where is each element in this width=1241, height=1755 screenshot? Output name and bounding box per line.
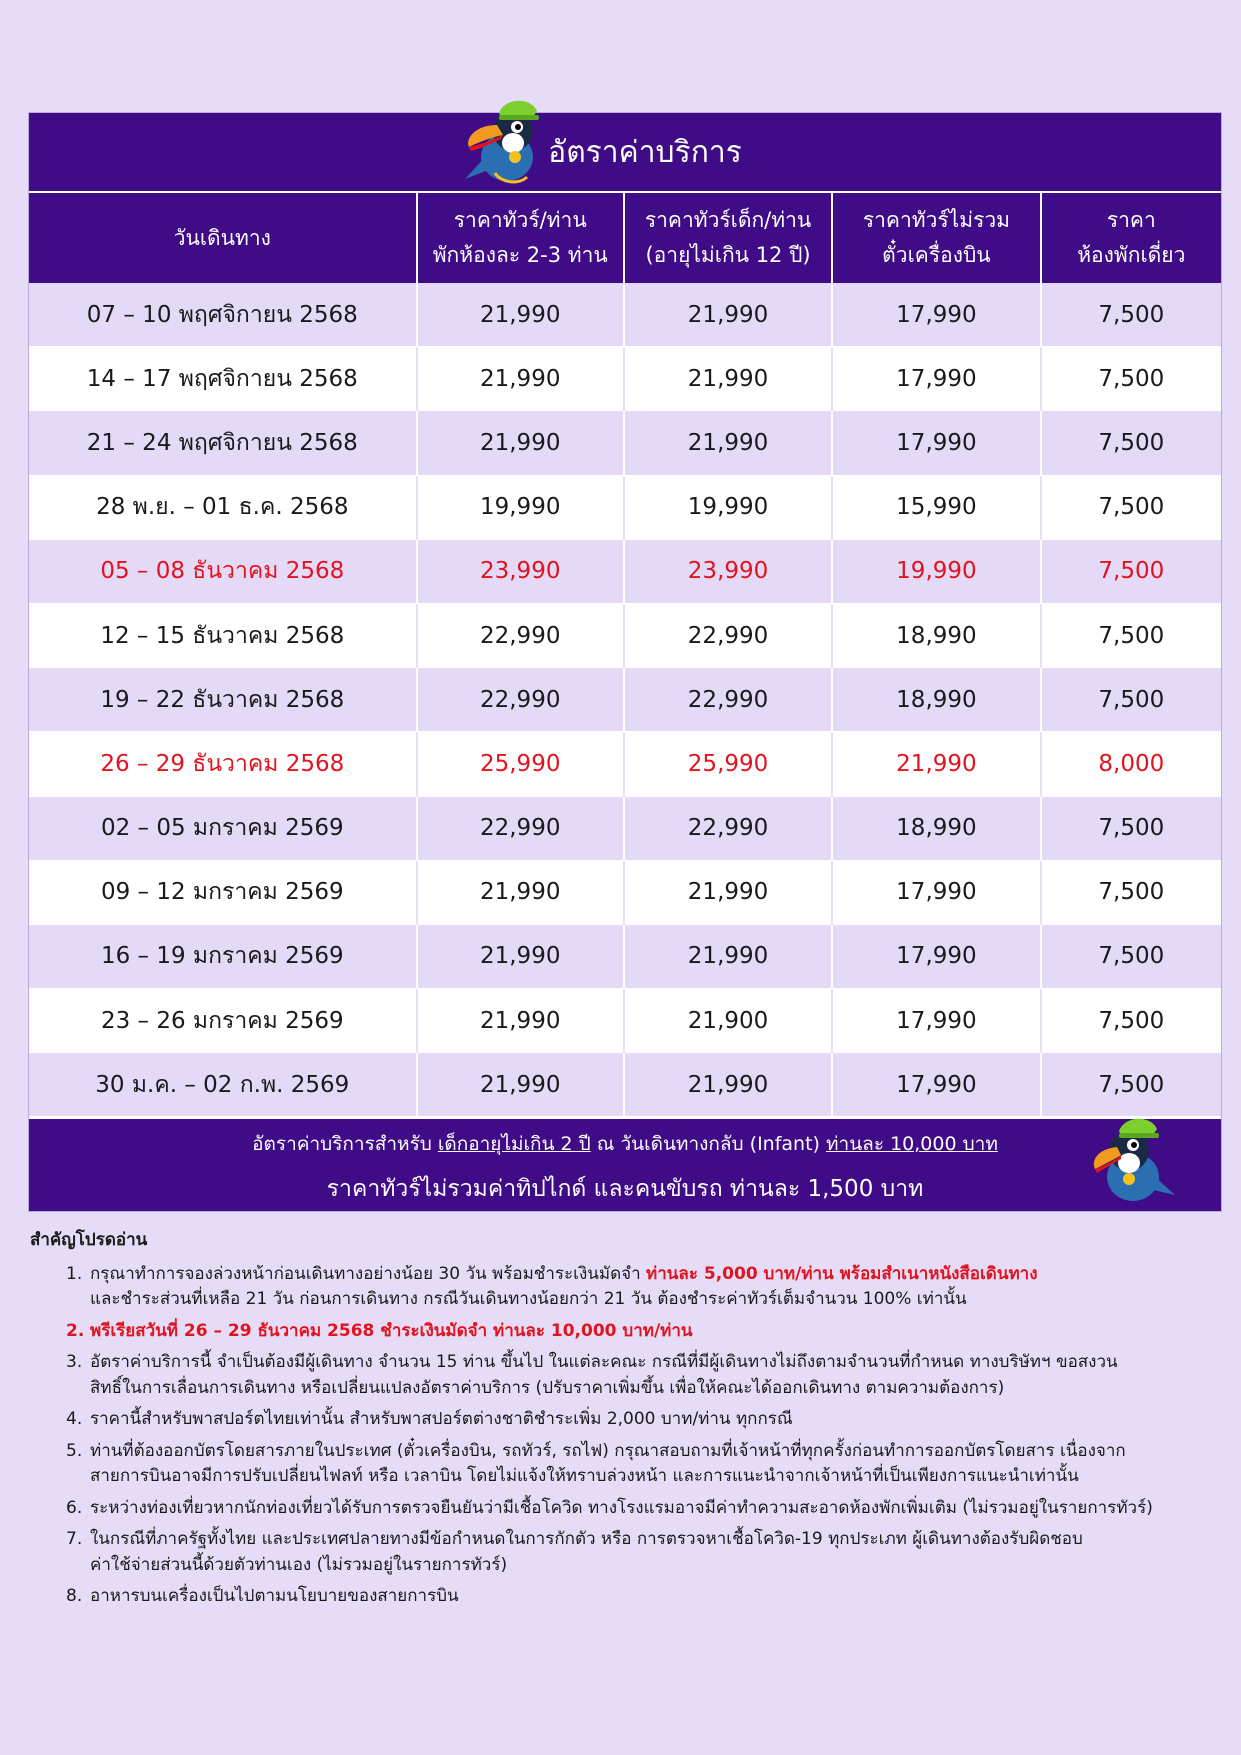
single-room-cell: 7,500 bbox=[1041, 924, 1221, 988]
date-cell: 12 – 15 ธันวาคม 2568 bbox=[29, 603, 417, 667]
adult-price-cell: 22,990 bbox=[417, 668, 624, 732]
notes-list bbox=[30, 1262, 1215, 1610]
child-price-cell: 22,990 bbox=[624, 796, 832, 860]
single-room-cell: 7,500 bbox=[1041, 860, 1221, 924]
header-no-flight-price: ราคาทัวร์ไม่รวม ตั๋วเครื่องบิน bbox=[832, 193, 1040, 283]
date-cell: 05 – 08 ธันวาคม 2568 bbox=[29, 539, 417, 603]
adult-price-cell: 21,990 bbox=[417, 860, 624, 924]
child-price-cell: 19,990 bbox=[624, 475, 832, 539]
single-room-cell: 7,500 bbox=[1041, 539, 1221, 603]
table-row bbox=[29, 603, 1221, 667]
adult-price-cell: 21,990 bbox=[417, 411, 624, 475]
child-price-cell: 21,990 bbox=[624, 411, 832, 475]
no-flight-price-cell: 17,990 bbox=[832, 989, 1040, 1053]
single-room-cell: 7,500 bbox=[1041, 989, 1221, 1053]
table-row bbox=[29, 924, 1221, 988]
no-flight-price-cell: 18,990 bbox=[832, 668, 1040, 732]
child-price-cell: 21,990 bbox=[624, 924, 832, 988]
child-price-cell: 21,900 bbox=[624, 989, 832, 1053]
no-flight-price-cell: 17,990 bbox=[832, 924, 1040, 988]
toucan-mascot-icon bbox=[1089, 1115, 1179, 1211]
single-room-cell: 7,500 bbox=[1041, 347, 1221, 411]
adult-price-cell: 22,990 bbox=[417, 796, 624, 860]
header-child-price: ราคาทัวร์เด็ก/ท่าน (อายุไม่เกิน 12 ปี) bbox=[624, 193, 832, 283]
adult-price-cell: 23,990 bbox=[417, 539, 624, 603]
table-header-row bbox=[29, 193, 1221, 283]
single-room-cell: 8,000 bbox=[1041, 732, 1221, 796]
no-flight-price-cell: 17,990 bbox=[832, 283, 1040, 347]
note-item: 2. พรีเรียสวันที่ 26 – 29 ธันวาคม 2568 ชำระเงินมัดจำ ท่านละ 10,000 บาท/ท่าน bbox=[66, 1320, 693, 1341]
single-room-cell: 7,500 bbox=[1041, 796, 1221, 860]
table-row bbox=[29, 283, 1221, 347]
child-price-cell: 21,990 bbox=[624, 860, 832, 924]
single-room-cell: 7,500 bbox=[1041, 411, 1221, 475]
rates-table bbox=[29, 193, 1221, 1117]
adult-price-cell: 25,990 bbox=[417, 732, 624, 796]
child-price-cell: 25,990 bbox=[624, 732, 832, 796]
single-room-cell: 7,500 bbox=[1041, 475, 1221, 539]
date-cell: 26 – 29 ธันวาคม 2568 bbox=[29, 732, 417, 796]
header-date: วันเดินทาง bbox=[29, 193, 417, 283]
note-item: 7. ในกรณีที่ภาครัฐทั้งไทย และประเทศปลายทางมีข้อกำหนดในการกักตัว หรือ การตรวจหาเชื้อโควิด-19 ทุกประเภท ผู้เดินทางต้องรับผิดชอบ ค่าใช้จ่ายส่วนนี้ด้วยตัวท่านเอง (ไม่รวมอยู่ในรายการทัวร์) bbox=[66, 1529, 1083, 1575]
no-flight-price-cell: 17,990 bbox=[832, 411, 1040, 475]
table-row bbox=[29, 1053, 1221, 1117]
table-row bbox=[29, 411, 1221, 475]
child-price-cell: 22,990 bbox=[624, 668, 832, 732]
no-flight-price-cell: 15,990 bbox=[832, 475, 1040, 539]
child-price-cell: 22,990 bbox=[624, 603, 832, 667]
header-adult-price: ราคาทัวร์/ท่าน พักห้องละ 2-3 ท่าน bbox=[417, 193, 624, 283]
tip-note: ราคาทัวร์ไม่รวมค่าทิปไกด์ และคนขับรถ ท่านละ 1,500 บาท bbox=[326, 1176, 924, 1203]
single-room-cell: 7,500 bbox=[1041, 668, 1221, 732]
child-price-cell: 21,990 bbox=[624, 347, 832, 411]
table-row bbox=[29, 796, 1221, 860]
date-cell: 23 – 26 มกราคม 2569 bbox=[29, 989, 417, 1053]
price-table-panel bbox=[28, 112, 1222, 1212]
date-cell: 09 – 12 มกราคม 2569 bbox=[29, 860, 417, 924]
infant-tip-note-bar bbox=[29, 1117, 1221, 1211]
date-cell: 02 – 05 มกราคม 2569 bbox=[29, 796, 417, 860]
date-cell: 16 – 19 มกราคม 2569 bbox=[29, 924, 417, 988]
adult-price-cell: 21,990 bbox=[417, 989, 624, 1053]
table-row bbox=[29, 539, 1221, 603]
adult-price-cell: 21,990 bbox=[417, 347, 624, 411]
table-row bbox=[29, 860, 1221, 924]
note-item: 5. ท่านที่ต้องออกบัตรโดยสารภายในประเทศ (ตั๋วเครื่องบิน, รถทัวร์, รถไฟ) กรุณาสอบถามที่เจ้าหน้าที่ทุกครั้งก่อนทำการออกบัตรโดยสาร เนื่องจาก สายการบินอาจมีการปรับเปลี่ยนไฟลท์ หรือ เวลาบิน โดยไม่แจ้งให้ทราบล่วงหน้า และการแนะนำจากเจ้าหน้าที่เป็นเพียงการแนะนำเท่านั้น bbox=[66, 1440, 1126, 1486]
child-price-cell: 21,990 bbox=[624, 283, 832, 347]
adult-price-cell: 21,990 bbox=[417, 283, 624, 347]
infant-price-note: อัตราค่าบริการสำหรับ เด็กอายุไม่เกิน 2 ปี ณ วันเดินทางกลับ (Infant) ท่านละ 10,000 บาท bbox=[252, 1133, 998, 1156]
no-flight-price-cell: 21,990 bbox=[832, 732, 1040, 796]
note-item: 8. อาหารบนเครื่องเป็นไปตามนโยบายของสายการบิน bbox=[66, 1586, 459, 1606]
table-row bbox=[29, 668, 1221, 732]
note-item: 3. อัตราค่าบริการนี้ จำเป็นต้องมีผู้เดินทาง จำนวน 15 ท่าน ขึ้นไป ในแต่ละคณะ กรณีที่มีผู้เดินทางไม่ถึงตามจำนวนที่กำหนด ทางบริษัทฯ ขอสงวน สิทธิ์ในการเลื่อนการเดินทาง หรือเปลี่ยนแปลงอัตราค่าบริการ (ปรับราคาเพิ่มขึ้น เพื่อให้คณะได้ออกเดินทาง ตามความต้องการ) bbox=[66, 1352, 1118, 1398]
no-flight-price-cell: 17,990 bbox=[832, 347, 1040, 411]
adult-price-cell: 21,990 bbox=[417, 924, 624, 988]
date-cell: 28 พ.ย. – 01 ธ.ค. 2568 bbox=[29, 475, 417, 539]
table-row bbox=[29, 475, 1221, 539]
date-cell: 30 ม.ค. – 02 ก.พ. 2569 bbox=[29, 1053, 417, 1117]
note-item: 1. กรุณาทำการจองล่วงหน้าก่อนเดินทางอย่างน้อย 30 วัน พร้อมชำระเงินมัดจำ ท่านละ 5,000 บาท/ท่าน พร้อมสำเนาหนังสือเดินทาง และชำระส่วนที่เหลือ 21 วัน ก่อนการเดินทาง กรณีวันเดินทางน้อยกว่า 21 วัน ต้องชำระค่าทัวร์เต็มจำนวน 100% เท่านั้น bbox=[66, 1263, 1038, 1309]
table-row bbox=[29, 732, 1221, 796]
no-flight-price-cell: 17,990 bbox=[832, 860, 1040, 924]
single-room-cell: 7,500 bbox=[1041, 283, 1221, 347]
notes-heading: สำคัญโปรดอ่าน bbox=[30, 1230, 148, 1250]
child-price-cell: 23,990 bbox=[624, 539, 832, 603]
adult-price-cell: 22,990 bbox=[417, 603, 624, 667]
date-cell: 07 – 10 พฤศจิกายน 2568 bbox=[29, 283, 417, 347]
child-price-cell: 21,990 bbox=[624, 1053, 832, 1117]
adult-price-cell: 19,990 bbox=[417, 475, 624, 539]
no-flight-price-cell: 18,990 bbox=[832, 603, 1040, 667]
date-cell: 14 – 17 พฤศจิกายน 2568 bbox=[29, 347, 417, 411]
header-single-room: ราคา ห้องพักเดี่ยว bbox=[1041, 193, 1221, 283]
note-item: 6. ระหว่างท่องเที่ยวหากนักท่องเที่ยวได้รับการตรวจยืนยันว่ามีเชื้อโควิด ทางโรงแรมอาจมีค่าทำความสะอาดห้องพักเพิ่มเติม (ไม่รวมอยู่ในรายการทัวร์) bbox=[66, 1497, 1153, 1518]
date-cell: 19 – 22 ธันวาคม 2568 bbox=[29, 668, 417, 732]
single-room-cell: 7,500 bbox=[1041, 1053, 1221, 1117]
no-flight-price-cell: 17,990 bbox=[832, 1053, 1040, 1117]
title-bar bbox=[29, 113, 1221, 193]
important-notes bbox=[30, 1228, 1215, 1616]
table-row bbox=[29, 989, 1221, 1053]
table-row bbox=[29, 347, 1221, 411]
adult-price-cell: 21,990 bbox=[417, 1053, 624, 1117]
toucan-mascot-icon bbox=[461, 95, 551, 191]
page-title: อัตราค่าบริการ bbox=[548, 134, 742, 170]
note-item: 4. ราคานี้สำหรับพาสปอร์ตไทยเท่านั้น สำหรับพาสปอร์ตต่างชาติชำระเพิ่ม 2,000 บาท/ท่าน ทุกกรณี bbox=[66, 1409, 793, 1429]
no-flight-price-cell: 18,990 bbox=[832, 796, 1040, 860]
date-cell: 21 – 24 พฤศจิกายน 2568 bbox=[29, 411, 417, 475]
single-room-cell: 7,500 bbox=[1041, 603, 1221, 667]
no-flight-price-cell: 19,990 bbox=[832, 539, 1040, 603]
